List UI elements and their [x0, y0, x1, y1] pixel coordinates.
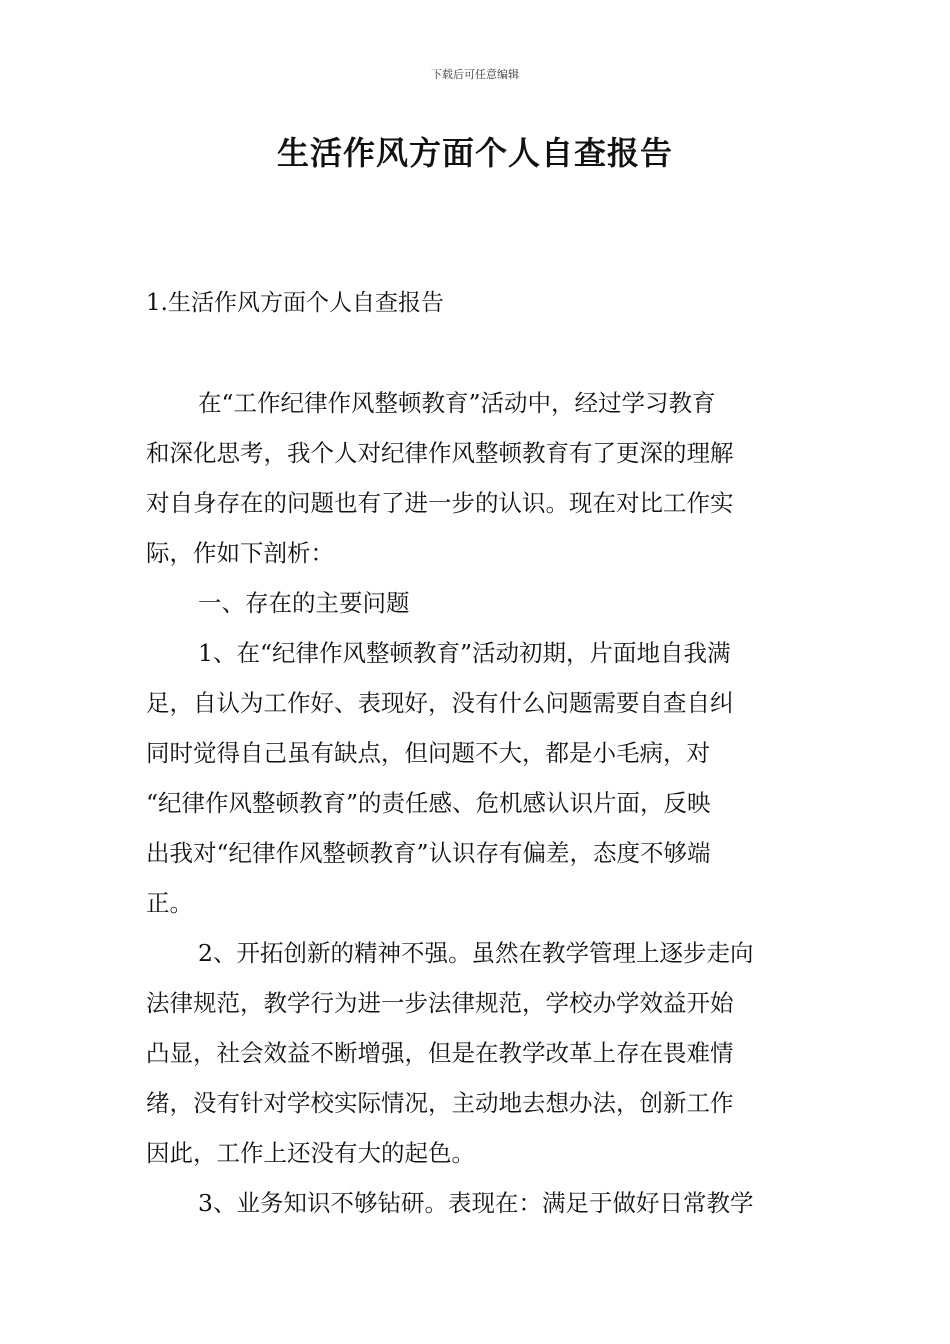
text-line: 足，自认为工作好、表现好，没有什么问题需要自查自纠: [146, 689, 734, 717]
header-note: 下载后可任意编辑: [431, 68, 519, 81]
text-line: 一、存在的主要问题: [198, 589, 410, 617]
paragraph-item-2: [146, 928, 806, 1178]
section-heading: [146, 578, 806, 628]
text-line: 和深化思考，我个人对纪律作风整顿教育有了更深的理解: [146, 439, 734, 467]
text-line: 1、在“纪律作风整顿教育”活动初期，片面地自我满: [198, 639, 731, 667]
document-title: 生活作风方面个人自查报告: [276, 134, 673, 172]
text-line: 法律规范，教学行为进一步法律规范，学校办学效益开始: [146, 989, 734, 1017]
section-subheading: 1.生活作风方面个人自查报告: [146, 290, 444, 316]
text-line: 正。: [146, 889, 193, 917]
paragraph-intro: [146, 378, 806, 578]
text-line: 在“工作纪律作风整顿教育”活动中，经过学习教育: [198, 389, 716, 417]
document-body: [146, 378, 806, 1228]
text-line: 凸显，社会效益不断增强，但是在教学改革上存在畏难情: [146, 1039, 734, 1067]
paragraph-item-3: [146, 1178, 806, 1228]
text-line: 3、业务知识不够钻研。表现在：满足于做好日常教学: [198, 1189, 754, 1217]
text-line: 对自身存在的问题也有了进一步的认识。现在对比工作实: [146, 489, 734, 517]
text-line: 同时觉得自己虽有缺点，但问题不大，都是小毛病，对: [146, 739, 710, 767]
paragraph-item-1: [146, 628, 806, 928]
text-line: “纪律作风整顿教育”的责任感、危机感认识片面，反映: [146, 789, 711, 817]
text-line: 出我对“纪律作风整顿教育”认识存有偏差，态度不够端: [146, 839, 711, 867]
text-line: 因此，工作上还没有大的起色。: [146, 1139, 475, 1167]
text-line: 际，作如下剖析：: [146, 539, 334, 567]
text-line: 2、开拓创新的精神不强。虽然在教学管理上逐步走向: [198, 939, 754, 967]
text-line: 绪，没有针对学校实际情况，主动地去想办法，创新工作: [146, 1089, 734, 1117]
